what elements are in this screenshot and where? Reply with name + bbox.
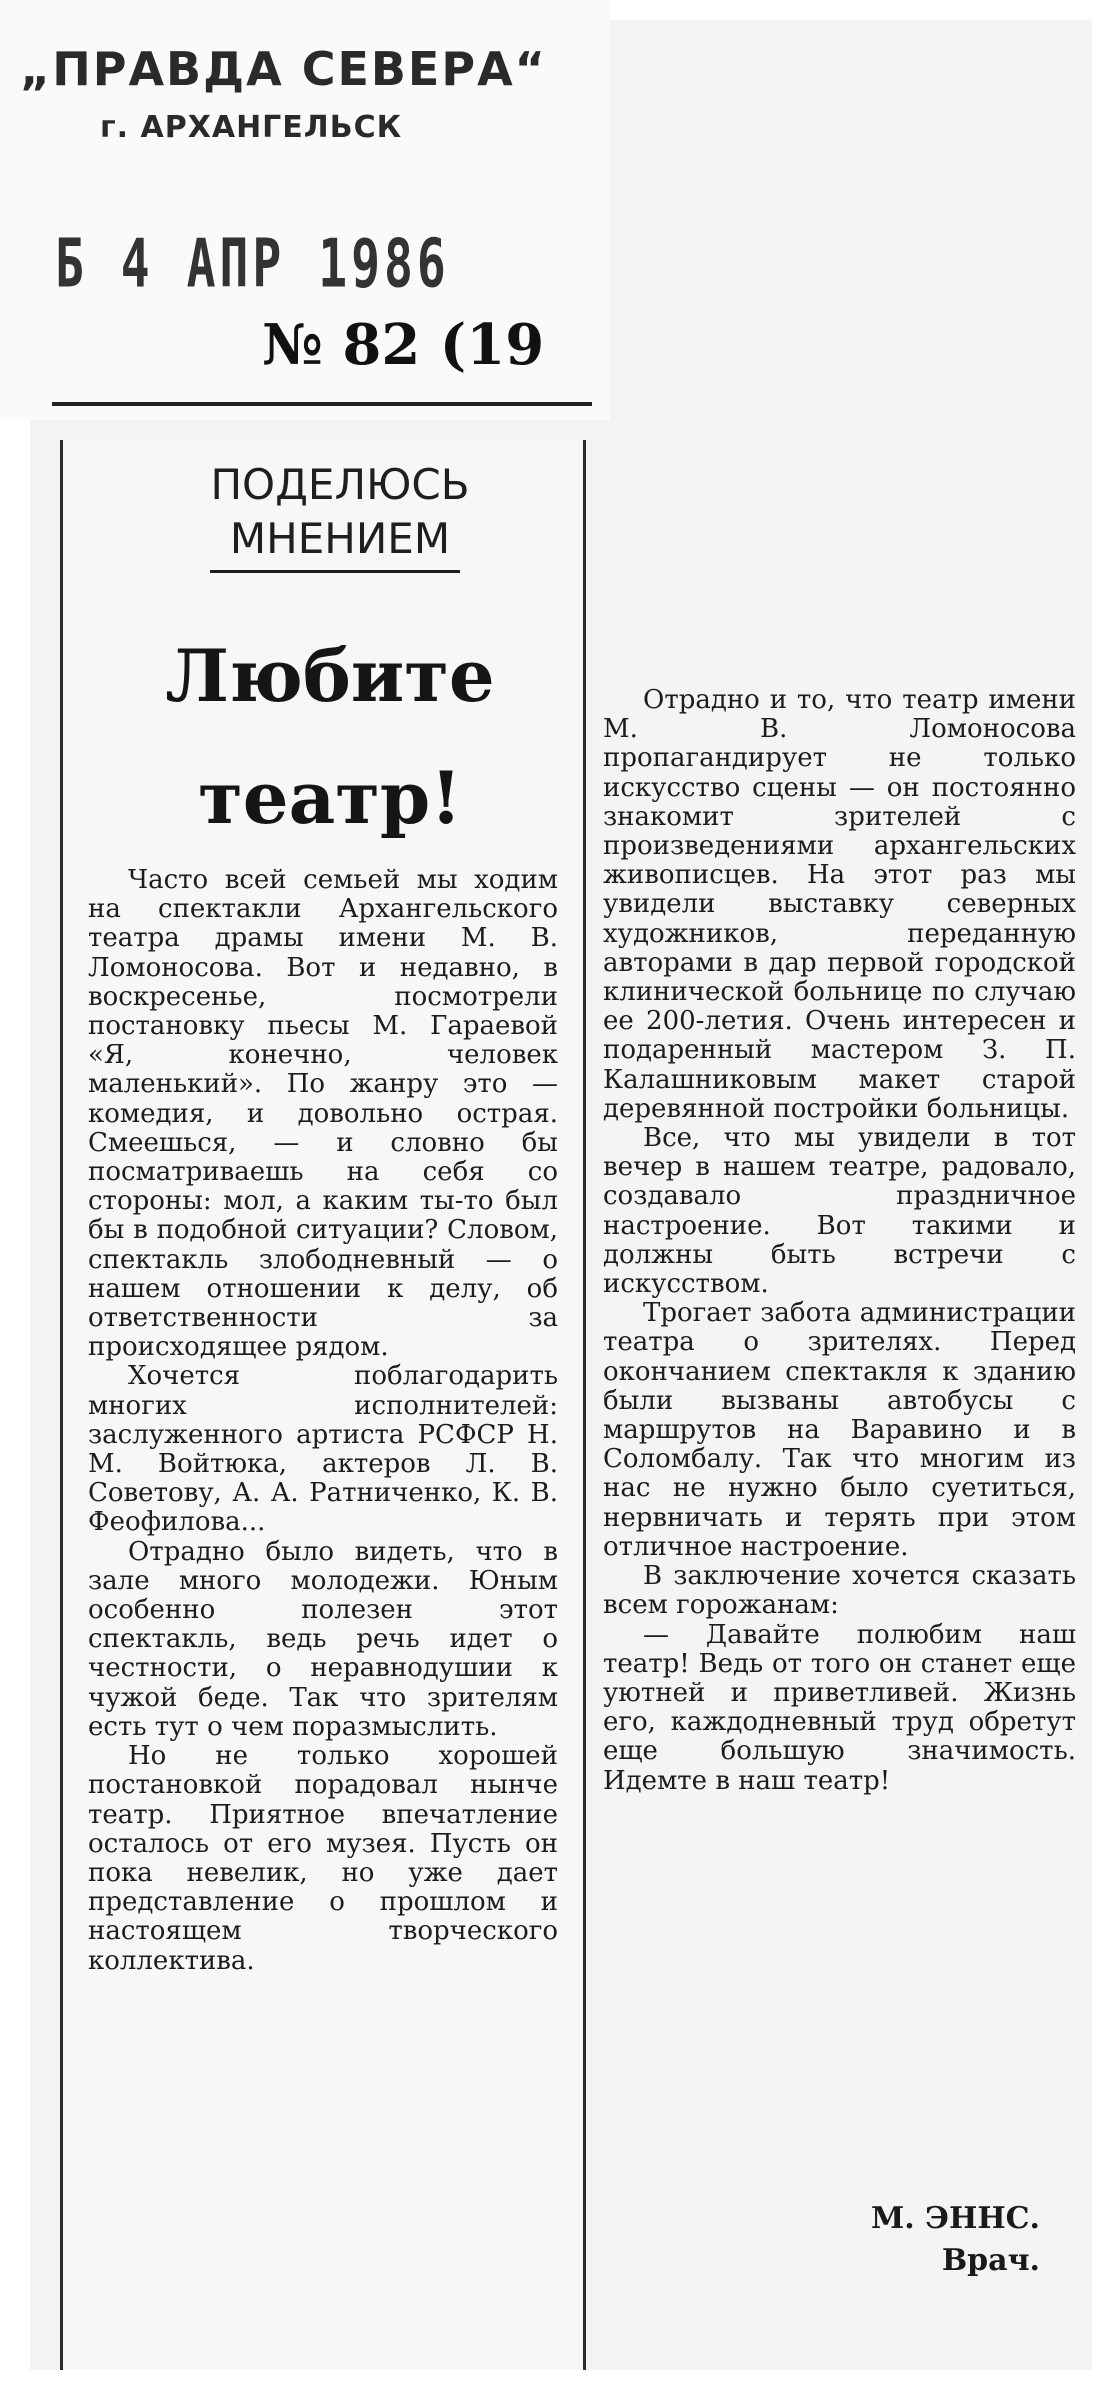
masthead: [0, 0, 610, 420]
paragraph: Но не только хорошей постановкой порадовал нынче театр. Приятное впечатление осталось от его музея. Пусть он пока невелик, но уже дает представление о прошлом и настоящем творческого коллектива.: [88, 1741, 558, 1976]
paragraph: В заключение хочется сказать всем горожанам:: [603, 1561, 1076, 1621]
article-headline: [110, 615, 550, 859]
left-text-column: [88, 866, 558, 1976]
headline-line-2: театр!: [198, 755, 462, 840]
right-text-column: [603, 686, 1076, 1796]
article-signature: [600, 2198, 1040, 2282]
issue-number: № 82 (19: [262, 312, 545, 378]
author-name: М. ЭННС.: [871, 2201, 1040, 2236]
rubric-underline: [210, 570, 460, 573]
paragraph: Отрадно было видеть, что в зале много молодежи. Юным особенно полезен этот спектакль, ведь речь идет о честности, о неравнодушии к чужой беде. Так что зрителям есть тут о чем поразмыслить.: [88, 1536, 558, 1742]
paragraph: Отрадно и то, что театр имени М. В. Ломоносова пропагандирует не только искусство сцены — он постоянно знакомит зрителей с произведениями архангельских живописцев. На этот раз мы увидели выставку северных художников, переданную авторами в дар первой городской клинической больнице по случаю ее 200-летия. Очень интересен и подаренный мастером З. П. Калашниковым макет старой деревянной постройки больницы.: [603, 685, 1076, 1124]
paragraph: Трогает забота администрации театра о зрителях. Перед окончанием спектакля к зданию были вызваны автобусы с маршрутов на Варавино и в Соломбалу. Так что многим из нас не нужно было суетиться, нервничать и терять при этом отличное настроение.: [603, 1298, 1076, 1562]
paragraph: — Давайте полюбим наш театр! Ведь от того он станет еще уютней и приветливей. Жизнь его, каждодневный труд обретут еще большую значимость. Идемте в наш театр!: [603, 1619, 1076, 1796]
paragraph: Хочется поблагодарить многих исполнителей: заслуженного артиста РСФСР Н. М. Войтюка, актеров Л. В. Советову, А. А. Ратниченко, К. В. Феофилова...: [88, 1361, 558, 1538]
newspaper-name: „ПРАВДА СЕВЕРА“: [20, 42, 547, 96]
rubric-line-2: МНЕНИЕМ: [229, 514, 451, 563]
paragraph: Часто всей семьей мы ходим на спектакли Архангельского театра драмы имени М. В. Ломоносова. Вот и недавно, в воскресенье, посмотрели постановку пьесы М. Гараевой «Я, конечно, человек маленький». По жанру это — комедия, и довольно острая. Смеешься, — и словно бы посматриваешь на себя со стороны: мол, а каким ты-то был бы в подобной ситуации? Словом, спектакль злободневный — о нашем отношении к делу, об ответственности за происходящее рядом.: [88, 865, 558, 1363]
date-stamp: Б 4 АПР 1986: [55, 225, 450, 304]
author-title: Врач.: [941, 2243, 1040, 2278]
paragraph: Все, что мы увидели в тот вечер в нашем театре, радовало, создавало праздничное настроение. Вот такими и должны быть встречи с искусством.: [603, 1123, 1076, 1300]
rubric-line-1: ПОДЕЛЮСЬ: [210, 460, 470, 509]
rubric: [180, 458, 500, 566]
masthead-rule: [52, 402, 592, 406]
headline-line-1: Любите: [165, 633, 495, 718]
newspaper-city: г. АРХАНГЕЛЬСК: [100, 110, 403, 145]
